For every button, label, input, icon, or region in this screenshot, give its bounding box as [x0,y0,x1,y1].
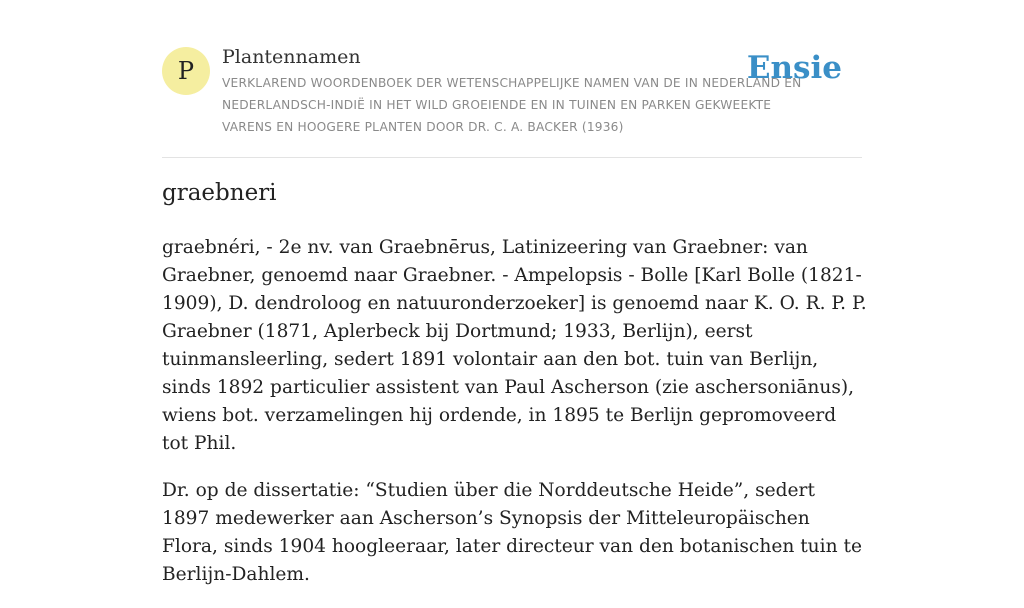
avatar[interactable]: P [162,47,210,95]
entry-paragraph: Dr. op de dissertatie: “Studien über die Norddeutsche Heide”, sedert 1897 medewerker aan Ascherson’s Synopsis der Mitteleuropäischen Flora, sinds 1904 hoogleeraar, later directeur van den botanischen tuin te Berlijn-Dahlem. [162,480,862,585]
dictionary-subtitle: VERKLAREND WOORDENBOEK DER WETENSCHAPPELIJKE NAMEN VAN DE IN NEDERLAND EN NEDERLANDSCH-INDIË IN HET WILD GROEIENDE EN IN TUINEN EN PARKEN GEKWEEKTE VARENS EN HOOGERE PLANTEN DOOR DR. C. A. BACKER (1936) [222,76,802,134]
entry-content [162,234,868,608]
entry-paragraph: graebnéri, - 2e nv. van Graebnērus, Latinizeering van Graebner: van Graebner, genoemd naar Graebner. - Ampelopsis - Bolle [Karl Bolle (1821-1909), D. dendroloog en natuuronderzoeker] is genoemd naar K. O. R. P. P. Graebner (1871, Aplerbeck bij Dortmund; 1933, Berlijn), eerst tuinmansleerling, sedert 1891 volontair aan den bot. tuin van Berlijn, sinds 1892 particulier assistent van Paul Ascherson (zie aschersoniānus), wiens bot. verzamelingen hij ordende, in 1895 te Berlijn gepromoveerd tot Phil. [162,237,867,454]
entry-title: graebneri [162,180,277,206]
dictionary-title[interactable]: Plantennamen [222,46,361,68]
site-header [162,45,862,158]
ensie-logo[interactable]: Ensie [746,50,842,86]
